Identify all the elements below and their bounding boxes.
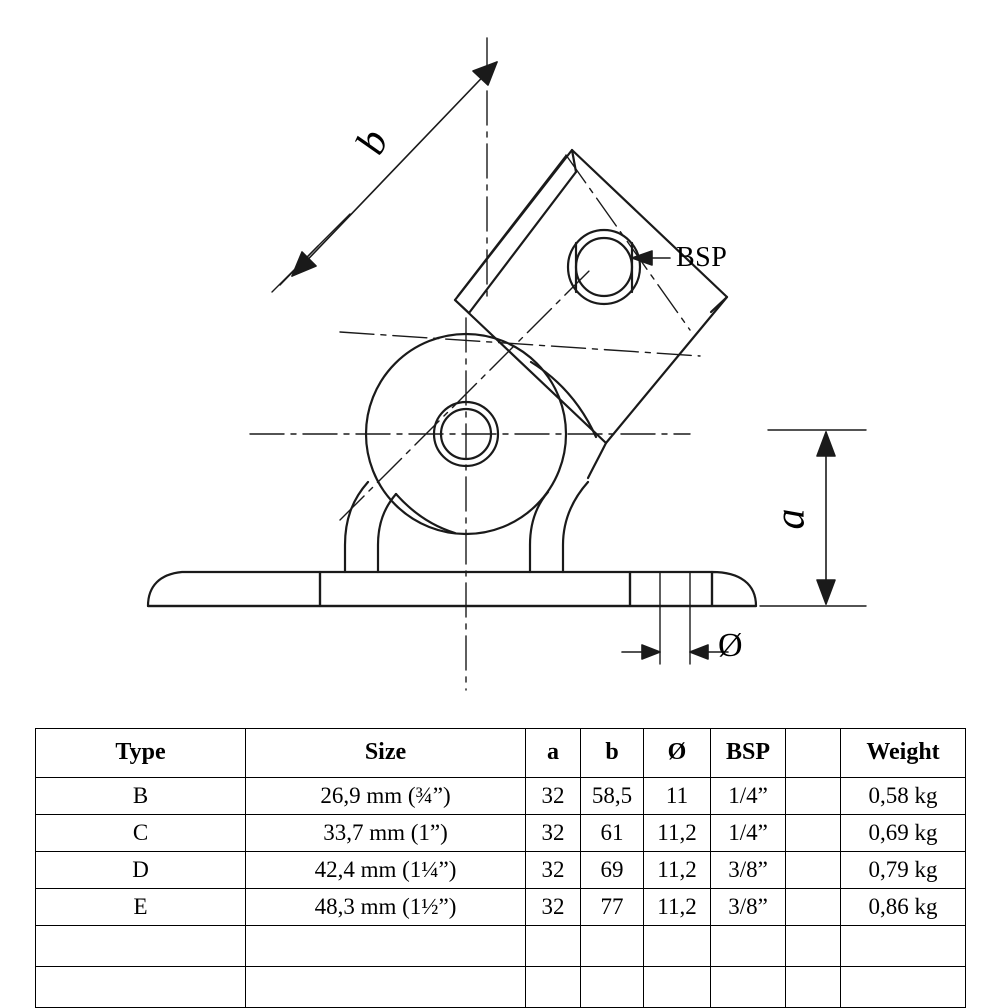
header-blank <box>786 729 841 778</box>
cell-weight: 0,58 kg <box>841 778 966 815</box>
header-diameter: Ø <box>644 729 711 778</box>
cell-empty <box>526 926 581 967</box>
header-bsp: BSP <box>711 729 786 778</box>
cell-empty <box>841 967 966 1008</box>
cell-empty <box>581 926 644 967</box>
bsp-label: BSP <box>676 242 728 273</box>
table-row <box>36 815 966 852</box>
cell-empty <box>711 926 786 967</box>
cell-empty <box>36 926 246 967</box>
cell-a: 32 <box>526 778 581 815</box>
table-body <box>36 778 966 1008</box>
dimension-label-a: a <box>767 508 814 530</box>
hub-tube-junction <box>396 362 606 533</box>
table-row-empty <box>36 926 966 967</box>
bsp-hole <box>568 230 640 304</box>
angled-tube-socket <box>455 150 727 443</box>
dimension-b <box>272 44 540 292</box>
cell-a: 32 <box>526 852 581 889</box>
cell-empty <box>711 967 786 1008</box>
cell-empty <box>526 967 581 1008</box>
cell-type: E <box>36 889 246 926</box>
cell-blank <box>786 815 841 852</box>
cell-diameter: 11 <box>644 778 711 815</box>
cell-a: 32 <box>526 889 581 926</box>
cell-empty <box>246 967 526 1008</box>
cell-empty <box>644 926 711 967</box>
dimension-label-b: b <box>347 122 398 162</box>
cell-size: 26,9 mm (¾”) <box>246 778 526 815</box>
specification-table-wrapper <box>35 728 965 1008</box>
cell-empty <box>246 926 526 967</box>
cell-bsp: 3/8” <box>711 852 786 889</box>
cell-bsp: 1/4” <box>711 815 786 852</box>
header-size: Size <box>246 729 526 778</box>
cell-blank <box>786 778 841 815</box>
cell-empty <box>36 967 246 1008</box>
header-b: b <box>581 729 644 778</box>
table-row-empty <box>36 967 966 1008</box>
header-weight: Weight <box>841 729 966 778</box>
table-row <box>36 778 966 815</box>
cell-bsp: 3/8” <box>711 889 786 926</box>
center-lines <box>250 38 700 690</box>
cell-type: D <box>36 852 246 889</box>
cell-empty <box>841 926 966 967</box>
cell-diameter: 11,2 <box>644 852 711 889</box>
cell-empty <box>644 967 711 1008</box>
header-type: Type <box>36 729 246 778</box>
specification-table <box>35 728 966 1008</box>
dimension-label-diameter: Ø <box>718 627 743 664</box>
cell-type: C <box>36 815 246 852</box>
cell-b: 69 <box>581 852 644 889</box>
cell-size: 48,3 mm (1½”) <box>246 889 526 926</box>
cell-empty <box>786 967 841 1008</box>
table-row <box>36 889 966 926</box>
cell-empty <box>581 967 644 1008</box>
cell-bsp: 1/4” <box>711 778 786 815</box>
cell-weight: 0,86 kg <box>841 889 966 926</box>
cell-type: B <box>36 778 246 815</box>
cell-b: 61 <box>581 815 644 852</box>
cell-weight: 0,79 kg <box>841 852 966 889</box>
cell-diameter: 11,2 <box>644 889 711 926</box>
cell-a: 32 <box>526 815 581 852</box>
table-header <box>36 729 966 778</box>
cell-size: 42,4 mm (1¼”) <box>246 852 526 889</box>
table-header-row <box>36 729 966 778</box>
cell-empty <box>786 926 841 967</box>
table-row <box>36 852 966 889</box>
base-plate-outline <box>148 572 756 606</box>
cell-b: 77 <box>581 889 644 926</box>
cell-weight: 0,69 kg <box>841 815 966 852</box>
cell-size: 33,7 mm (1”) <box>246 815 526 852</box>
header-a: a <box>526 729 581 778</box>
cell-blank <box>786 889 841 926</box>
cell-b: 58,5 <box>581 778 644 815</box>
cell-blank <box>786 852 841 889</box>
cell-diameter: 11,2 <box>644 815 711 852</box>
